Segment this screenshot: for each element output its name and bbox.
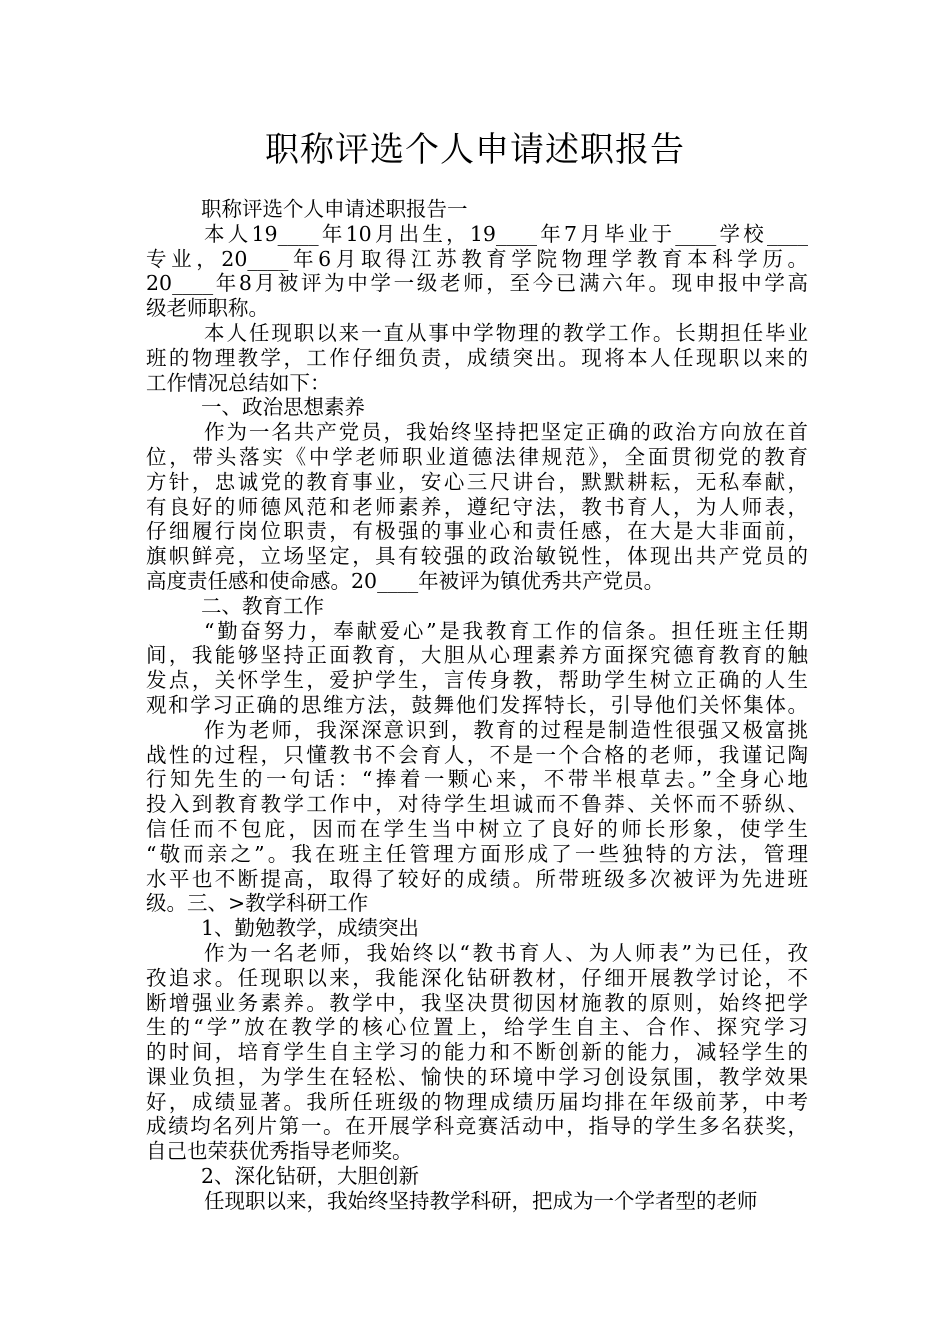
paragraph-line: 观和学习正确的思维方法，鼓舞他们发挥特长，引导他们关怀集体。 bbox=[146, 692, 808, 717]
paragraph-line: 本人19____年10月出生，19____年7月毕业于____学校____ bbox=[204, 221, 808, 246]
paragraph-line: 方针，忠诚党的教育事业，安心三尺讲台，默默耕耘，无私奉献， bbox=[146, 469, 808, 494]
paragraph-line: 成绩均名列片第一。在开展学科竞赛活动中，指导的学生多名获奖， bbox=[146, 1114, 808, 1139]
paragraph-line: 级老师职称。 bbox=[146, 296, 269, 321]
paragraph-line: 高度责任感和使命感。20____年被评为镇优秀共产党员。 bbox=[146, 568, 665, 593]
paragraph-line: 孜追求。任现职以来，我能深化钻研教材，仔细开展教学讨论，不 bbox=[146, 965, 808, 990]
paragraph-line: 20____年8月被评为中学一级老师，至今已满六年。现申报中学高 bbox=[146, 271, 808, 296]
paragraph-line: 任现职以来，我始终坚持教学科研，把成为一个学者型的老师 bbox=[204, 1188, 758, 1213]
paragraph-line: 水平也不断提高，取得了较好的成绩。所带班级多次被评为先进班 bbox=[146, 866, 808, 891]
section-heading: 二、教育工作 bbox=[201, 593, 324, 618]
paragraph-line: 工作情况总结如下： bbox=[146, 370, 331, 395]
paragraph-line: 位，带头落实《中学老师职业道德法律规范》，全面贯彻党的教育 bbox=[146, 444, 808, 469]
subtitle-line: 职称评选个人申请述职报告一 bbox=[201, 197, 468, 221]
paragraph-line: 旗帜鲜亮，立场坚定，具有较强的政治敏锐性，体现出共产党员的 bbox=[146, 544, 808, 569]
subsection-heading: 1、勤勉教学，成绩突出 bbox=[201, 916, 420, 941]
paragraph-line: 本人任现职以来一直从事中学物理的教学工作。长期担任毕业 bbox=[204, 320, 808, 345]
paragraph-line: “勤奋努力，奉献爱心”是我教育工作的信条。担任班主任期 bbox=[204, 618, 808, 643]
paragraph-line: 作为老师，我深深意识到，教育的过程是制造性很强又极富挑 bbox=[204, 717, 808, 742]
paragraph-line: “敬而亲之”。我在班主任管理方面形成了一些独特的方法，管理 bbox=[146, 841, 808, 866]
paragraph-line: 断增强业务素养。教学中，我坚决贯彻因材施教的原则，始终把学 bbox=[146, 990, 808, 1015]
page-title: 职称评选个人申请述职报告 bbox=[265, 130, 685, 170]
paragraph-line: 间，我能够坚持正面教育，大胆从心理素养方面探究德育教育的触 bbox=[146, 643, 808, 668]
paragraph-line: 好，成绩显著。我所任班级的物理成绩历届均排在年级前茅，中考 bbox=[146, 1089, 808, 1114]
paragraph-line: 的时间，培育学生自主学习的能力和不断创新的能力，减轻学生的 bbox=[146, 1040, 808, 1065]
report-body bbox=[146, 197, 808, 1214]
paragraph-line: 投入到教育教学工作中，对待学生坦诚而不鲁莽、关怀而不骄纵、 bbox=[146, 792, 808, 817]
subsection-heading: 2、深化钻研，大胆创新 bbox=[201, 1164, 420, 1189]
paragraph-line: 发点，关怀学生，爱护学生，言传身教，帮助学生树立正确的人生 bbox=[146, 668, 808, 693]
paragraph-line: 班的物理教学，工作仔细负责，成绩突出。现将本人任现职以来的 bbox=[146, 345, 808, 370]
paragraph-line: 信任而不包庇，因而在学生当中树立了良好的师长形象，使学生 bbox=[146, 816, 808, 841]
paragraph-line: 战性的过程，只懂教书不会育人，不是一个合格的老师，我谨记陶 bbox=[146, 742, 808, 767]
section-heading: 一、政治思想素养 bbox=[201, 395, 365, 420]
paragraph-line: 作为一名共产党员，我始终坚持把坚定正确的政治方向放在首 bbox=[204, 420, 808, 445]
paragraph-line: 专业，20____年6月取得江苏教育学院物理学教育本科学历。 bbox=[146, 246, 808, 271]
paragraph-line: 级。三、>教学科研工作 bbox=[146, 891, 369, 916]
paragraph-line: 有良好的师德风范和老师素养，遵纪守法，教书育人，为人师表， bbox=[146, 494, 808, 519]
paragraph-line: 课业负担，为学生在轻松、愉快的环境中学习创设氛围，教学效果 bbox=[146, 1064, 808, 1089]
paragraph-line: 生的“学”放在教学的核心位置上，给学生自主、合作、探究学习 bbox=[146, 1015, 808, 1040]
paragraph-line: 自己也荣获优秀指导老师奖。 bbox=[146, 1139, 413, 1164]
paragraph-line: 仔细履行岗位职责，有极强的事业心和责任感，在大是大非面前， bbox=[146, 519, 808, 544]
paragraph-line: 行知先生的一句话：“捧着一颗心来，不带半根草去。”全身心地 bbox=[146, 767, 808, 792]
paragraph-line: 作为一名老师，我始终以“教书育人、为人师表”为已任，孜 bbox=[204, 940, 808, 965]
